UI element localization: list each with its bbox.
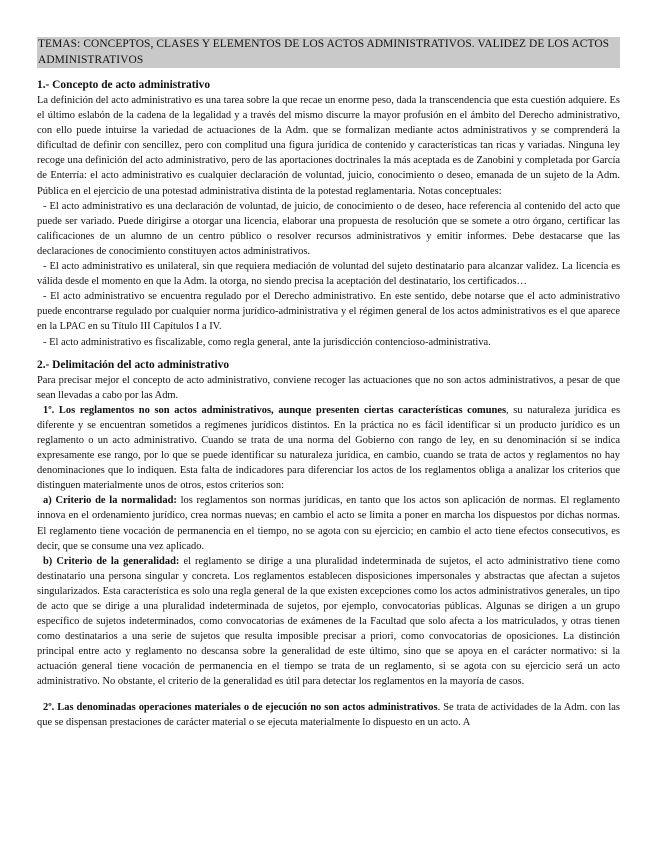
section-1-note-2: - El acto administrativo es unilateral, sin que requiera mediación de voluntad del sujeto destinatario para alcanzar validez. La licencia es válida desde el momento en que la Adm. la otorga, no siendo precisa la aceptación del destinatario, los certificados… — [37, 261, 620, 288]
criterion-a-lead: a) Criterio de la normalidad: — [43, 495, 177, 507]
criterion-b-lead: b) Criterio de la generalidad: — [43, 555, 180, 567]
point-2-lead: 2º. Las denominadas operaciones materiales o de ejecución no son actos administrativos — [43, 701, 438, 713]
document-title: TEMAS: CONCEPTOS, CLASES Y ELEMENTOS DE LOS ACTOS ADMINISTRATIVOS. VALIDEZ DE LOS ACTOS ADMINISTRATIVOS — [37, 37, 620, 68]
section-1-note-3: - El acto administrativo se encuentra regulado por el Derecho administrativo. En este sentido, debe notarse que el acto administrativo puede encontrarse regulado por cualquier norma jurídico-administrativa y el régimen general de los actos administrativos es el que aparece en la LPAC en su Título III Capítulos I a IV. — [37, 291, 620, 333]
section-1-intro: La definición del acto administrativo es una tarea sobre la que recae un enorme peso, dada la transcendencia que esta cuestión adquiere. Es el último eslabón de la cadena de la legalidad y a través del mismo discurre la mayor profusión en el ámbito del Derecho administrativo, con ello puede intuirse la variedad de actuaciones de la Adm. que se formalizan mediante actos administrativos y se comprenderá la dificultad de definir con sencillez, pero con complitud una figura jurídica de contenido y características tan ricas y variadas. Ninguna ley recoge una definición del acto administrativo, pero de las aportaciones doctrinales la más aceptada es de Zanobini y completada por García de Enterría: el acto administrativo es cualquier declaración de voluntad, juicio, conocimiento o deseo, emanada de un sujeto de la Adm. Pública en el ejercicio de una potestad administrativa distinta de la potestad reglamentaria. Notas conceptuales: — [37, 95, 620, 197]
section-1-note-1: - El acto administrativo es una declaración de voluntad, de juicio, de conocimiento o de deseo, hace referencia al contenido del acto que puede ser variado. Puede dirigirse a otorgar una licencia, elaborar una propuesta de resolución que se somete a otro órgano, certificar las calificaciones de un alumno de un centro público o resolver recursos administrativos y emitir informes. Debe destacarse que las declaraciones de conocimiento constituyen actos administrativos. — [37, 200, 620, 257]
section-2-intro: Para precisar mejor el concepto de acto administrativo, conviene recoger las actuaciones que no son actos administrativos, a pesar de que sean llevadas a cabo por las Adm. — [37, 374, 620, 401]
criterion-b — [37, 554, 620, 690]
section-1-heading: 1.- Concepto de acto administrativo — [37, 79, 211, 91]
point-1-text: , su naturaleza jurídica es diferente y se encuentran sometidos a regímenes jurídicos distintos. En la práctica no es fácil identificar si un producto jurídico es un reglamento o un acto administrativo. Cuando se trata de una norma del Gobierno con rango de ley, en su denominación sí se indica expresamente ese rango, por lo que se puede identificar su naturaleza jurídica, en cambio, cuando se trata de actos y reglamentos no hay denominaciones que lo indiquen. Esta falta de indicadores para diferenciar los actos de los reglamentos obliga a analizar los criterios que distinguen materialmente unos de otros, estos criterios son: — [37, 404, 621, 492]
criterion-b-text: el reglamento se dirige a una pluralidad indeterminada de sujetos, el acto administrativo tiene como destinatario una persona singular y concreta. Los reglamentos establecen disposiciones impersonales y abstractas que afectan a sujetos singularizados. Esta característica es solo una regla general de la que existen excepciones como los actos administrativos generales, un tipo de acto que se dirige a una pluralidad indeterminada de sujetos, por ejemplo, convocatorias públicas. Algunas se dirigen a un grupo específico de sujetos indeterminados, como convocatorias de exámenes de la Facultad que solo afecta a los matriculados, y otras tienen como destinatarios a una serie de sujetos que resulta imposible precisar a priori, como convocatorias de oposiciones. La distinción principal entre acto y reglamento no descansa sobre la generalidad de este último, sino que se apoya en el carácter normativo: si la actuación general tiene vocación de permanencia en el tiempo se trata de un reglamento, si se agota con su ejercicio será un acto administrativo. No obstante, el criterio de la generalidad es útil para detectar los reglamentos en la mayoría de casos. — [37, 555, 620, 688]
section-2-point-1 — [37, 403, 620, 494]
criterion-a — [37, 493, 620, 553]
section-2-heading: 2.- Delimitación del acto administrativo — [37, 358, 230, 371]
point-2-text: . Se trata de actividades de la Adm. con las que se dispensan prestaciones de carácter material o se ejecuta materialmente lo dispuesto en un acto. A — [37, 701, 620, 728]
section-1-note-4: - El acto administrativo es fiscalizable, como regla general, ante la jurisdicción contencioso-administrativa. — [43, 336, 491, 348]
criterion-a-text: los reglamentos son normas jurídicas, en tanto que los actos son aplicación de normas. El reglamento innova en el ordenamiento jurídico, crea normas nuevas; en cambio el acto se limita a poner en marcha los dispuestos por dichas normas. El reglamento tiene vocación de permanencia en el tiempo, no se agota con su ejercicio; en cambio el acto tiene efectos consecutivos, es decir, que se consume una vez aplicado. — [37, 495, 621, 552]
section-2-point-2 — [37, 700, 620, 730]
point-1-lead: 1º. Los reglamentos no son actos administrativos, aunque presenten ciertas características comunes — [43, 404, 507, 416]
